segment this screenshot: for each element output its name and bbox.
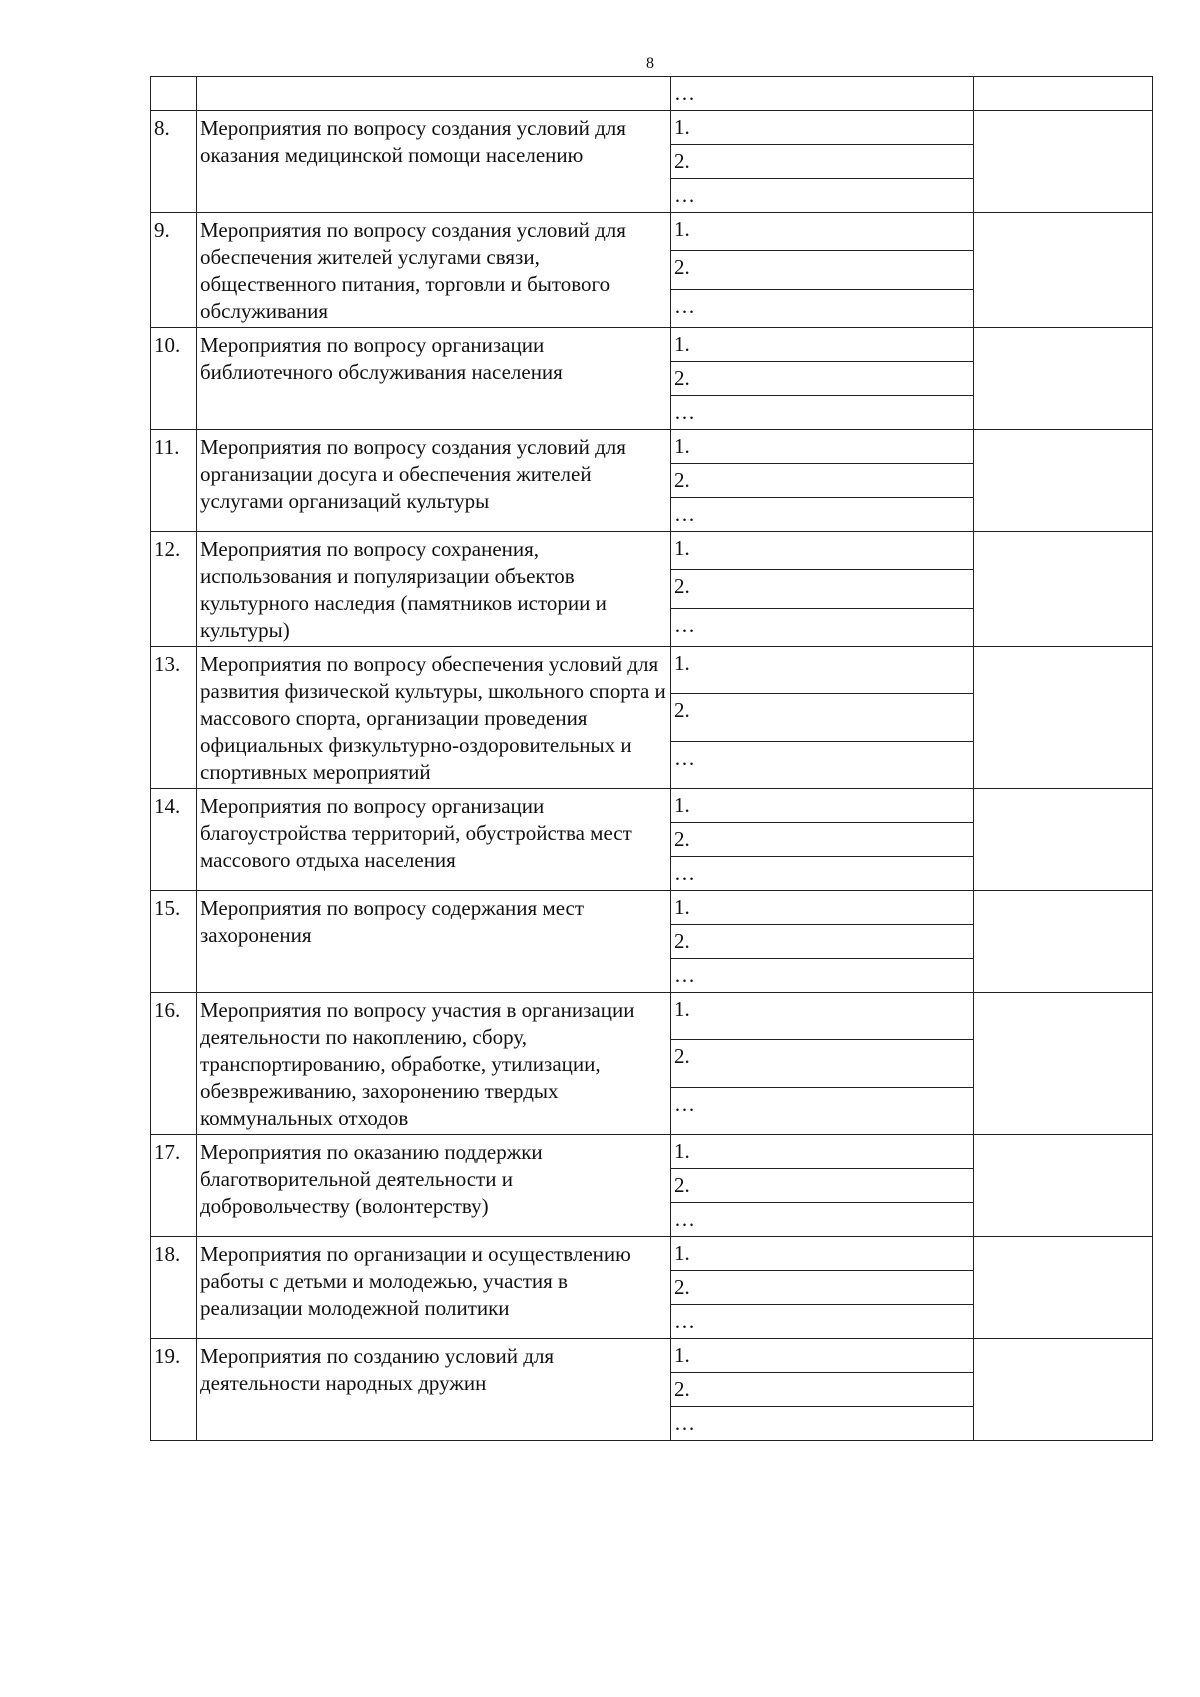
row-item: 1. — [671, 532, 974, 570]
row-item: 2. — [671, 823, 974, 857]
table-row — [151, 111, 1153, 145]
row-item: 2. — [671, 1373, 974, 1407]
row-item: … — [671, 1087, 974, 1134]
table-row — [151, 789, 1153, 823]
page-number: 8 — [646, 55, 654, 72]
table-row — [151, 430, 1153, 464]
table-row — [151, 647, 1153, 694]
row-description: Мероприятия по оказанию поддержки благотворительной деятельности и добровольчеству (волонтерству) — [197, 1135, 671, 1237]
row-item: 2. — [671, 925, 974, 959]
row-description: Мероприятия по вопросу содержания мест захоронения — [197, 891, 671, 993]
row-description: Мероприятия по вопросу создания условий для обеспечения жителей услугами связи, общественного питания, торговли и бытового обслуживания — [197, 213, 671, 328]
row-description: Мероприятия по вопросу организации библиотечного обслуживания населения — [197, 328, 671, 430]
row-item: 1. — [671, 328, 974, 362]
row-item: … — [671, 396, 974, 430]
row-description: Мероприятия по созданию условий для деятельности народных дружин — [197, 1339, 671, 1441]
row-item: 2. — [671, 694, 974, 741]
table-row-continuation — [151, 77, 1153, 111]
table-row — [151, 993, 1153, 1040]
table-row — [151, 891, 1153, 925]
row-extra-cell — [974, 1339, 1153, 1441]
row-extra-cell — [974, 111, 1153, 213]
table-row — [151, 532, 1153, 570]
row-item: … — [671, 1203, 974, 1237]
row-number: 19. — [151, 1339, 197, 1441]
row-number: 8. — [151, 111, 197, 213]
row-extra-cell — [974, 328, 1153, 430]
table-row — [151, 1339, 1153, 1373]
row-extra-cell — [974, 532, 1153, 647]
row-item: … — [671, 857, 974, 891]
row-number: 18. — [151, 1237, 197, 1339]
row-item: 2. — [671, 464, 974, 498]
table-row — [151, 1135, 1153, 1169]
row-number: 11. — [151, 430, 197, 532]
row-item: … — [671, 1305, 974, 1339]
row-item: … — [671, 608, 974, 646]
row-extra-cell — [974, 647, 1153, 789]
row-item: 2. — [671, 570, 974, 608]
row-description: Мероприятия по вопросу создания условий для организации досуга и обеспечения жителей услугами организаций культуры — [197, 430, 671, 532]
table-row — [151, 1237, 1153, 1271]
row-number: 13. — [151, 647, 197, 789]
row-item: 2. — [671, 1169, 974, 1203]
row-item: 1. — [671, 789, 974, 823]
row-number: 14. — [151, 789, 197, 891]
row-number: 9. — [151, 213, 197, 328]
row-description: Мероприятия по вопросу организации благоустройства территорий, обустройства мест массового отдыха населения — [197, 789, 671, 891]
row-number-cell — [151, 77, 197, 111]
row-item: … — [671, 959, 974, 993]
measures-table-body — [151, 77, 1153, 1441]
row-item: 2. — [671, 145, 974, 179]
row-item: … — [671, 498, 974, 532]
table-row — [151, 328, 1153, 362]
row-item: 1. — [671, 1339, 974, 1373]
row-item: 2. — [671, 1271, 974, 1305]
row-extra-cell — [974, 891, 1153, 993]
row-item: … — [671, 179, 974, 213]
table-row — [151, 213, 1153, 251]
row-extra-cell — [974, 789, 1153, 891]
row-item: … — [671, 289, 974, 327]
row-number: 12. — [151, 532, 197, 647]
row-item: … — [671, 1407, 974, 1441]
row-extra-cell — [974, 993, 1153, 1135]
row-extra-cell — [974, 1135, 1153, 1237]
row-number: 17. — [151, 1135, 197, 1237]
row-description: Мероприятия по организации и осуществлению работы с детьми и молодежью, участия в реализации молодежной политики — [197, 1237, 671, 1339]
row-extra-cell — [974, 430, 1153, 532]
row-item: 1. — [671, 111, 974, 145]
row-item-cell: … — [671, 77, 974, 111]
row-number: 15. — [151, 891, 197, 993]
row-extra-cell — [974, 213, 1153, 328]
row-extra-cell — [974, 1237, 1153, 1339]
row-item: 2. — [671, 1040, 974, 1087]
row-item: 1. — [671, 1135, 974, 1169]
row-description: Мероприятия по вопросу обеспечения условий для развития физической культуры, школьного спорта и массового спорта, организации проведения официальных физкультурно-оздоровительных и спортивных мероприятий — [197, 647, 671, 789]
row-item: … — [671, 741, 974, 788]
row-description-cell — [197, 77, 671, 111]
measures-table — [150, 76, 1153, 1441]
row-item: 2. — [671, 251, 974, 289]
row-item: 2. — [671, 362, 974, 396]
row-item: 1. — [671, 213, 974, 251]
row-description: Мероприятия по вопросу участия в организации деятельности по накоплению, сбору, транспортированию, обработке, утилизации, обезвреживанию, захоронению твердых коммунальных отходов — [197, 993, 671, 1135]
row-item: 1. — [671, 647, 974, 694]
row-number: 10. — [151, 328, 197, 430]
row-number: 16. — [151, 993, 197, 1135]
row-extra-cell — [974, 77, 1153, 111]
row-description: Мероприятия по вопросу сохранения, использования и популяризации объектов культурного наследия (памятников истории и культуры) — [197, 532, 671, 647]
row-description: Мероприятия по вопросу создания условий для оказания медицинской помощи населению — [197, 111, 671, 213]
row-item: 1. — [671, 430, 974, 464]
row-item: 1. — [671, 891, 974, 925]
row-item: 1. — [671, 1237, 974, 1271]
row-item: 1. — [671, 993, 974, 1040]
